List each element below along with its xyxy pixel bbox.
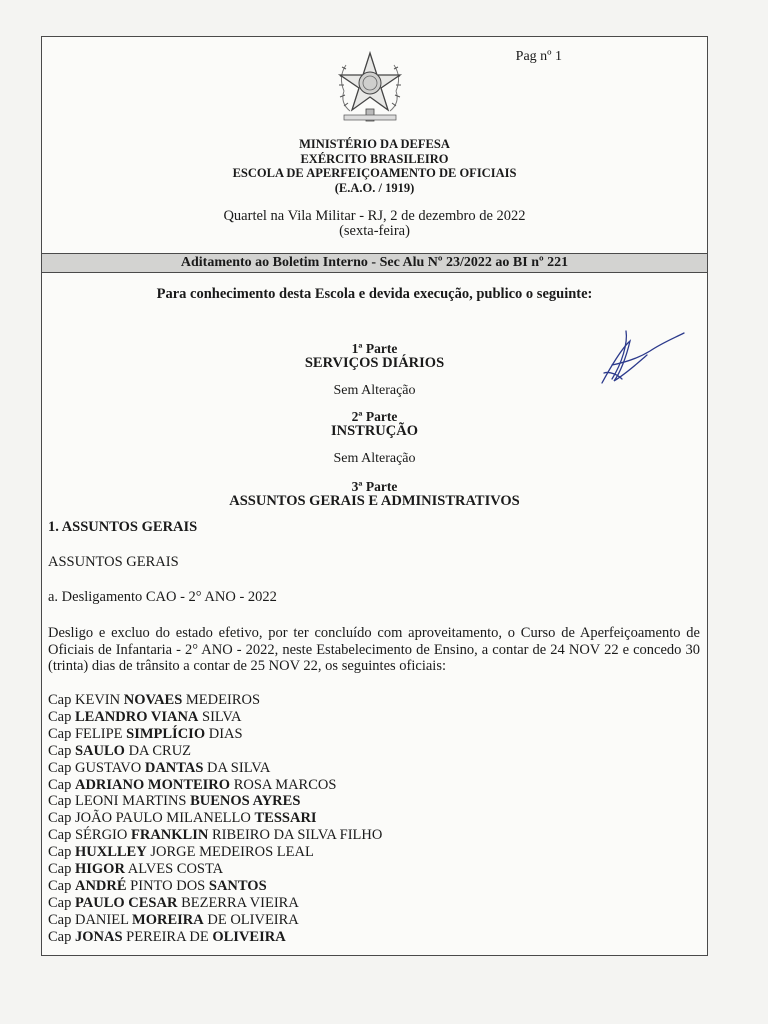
officer-name-highlight: LEANDRO VIANA <box>74 708 199 725</box>
officer-name-highlight: HUXLLEY <box>74 844 147 861</box>
officer-name-highlight: SANTOS <box>208 877 267 894</box>
officer-name-highlight: BUENOS AYRES <box>190 793 301 810</box>
officer-name-text: Cap <box>48 776 75 793</box>
officer-name-text: BEZERRA VIEIRA <box>177 894 299 911</box>
officer-list-item <box>48 878 700 895</box>
part-1 <box>42 342 707 370</box>
officer-name-text: LEONI MARTINS <box>74 793 191 810</box>
officer-name-text: DA CRUZ <box>124 742 192 759</box>
officer-name-text: GUSTAVO <box>74 759 145 776</box>
officer-list-item <box>48 844 700 861</box>
officer-name-text: PEREIRA DE <box>122 928 213 945</box>
part-3-title: ASSUNTOS GERAIS E ADMINISTRATIVOS <box>229 493 520 509</box>
bulletin-banner: Aditamento ao Boletim Interno - Sec Alu Nº 23/2022 ao BI nº 221 <box>42 253 707 273</box>
officer-name-text: Cap <box>48 894 75 911</box>
officer-list <box>48 692 700 946</box>
document-page <box>41 36 708 956</box>
institution-header <box>42 137 707 195</box>
officer-name-text: FELIPE <box>74 725 127 742</box>
officer-name-text: Cap <box>48 810 75 827</box>
officer-name-text: ALVES COSTA <box>124 861 224 878</box>
header-school: ESCOLA DE APERFEIÇOAMENTO DE OFICIAIS <box>232 166 517 180</box>
officer-name-text: Cap <box>48 793 75 810</box>
officer-list-item <box>48 912 700 929</box>
intro-line: Para conhecimento desta Escola e devida execução, publico o seguinte: <box>156 286 593 302</box>
officer-list-item <box>48 929 700 946</box>
officer-list-item <box>48 743 700 760</box>
officer-name-text: DE OLIVEIRA <box>203 911 299 928</box>
officer-name-text: PINTO DOS <box>126 877 209 894</box>
officer-list-item <box>48 861 700 878</box>
officer-name-highlight: DANTAS <box>144 759 204 776</box>
officer-name-text: Cap <box>48 877 75 894</box>
part-3-number: 3ª Parte <box>351 479 398 494</box>
part-3 <box>42 480 707 508</box>
officer-name-text: Cap <box>48 827 75 844</box>
officer-name-highlight: HIGOR <box>74 861 125 878</box>
officer-name-text: JORGE MEDEIROS LEAL <box>146 844 314 861</box>
officer-name-highlight: FRANKLIN <box>130 827 209 844</box>
officer-name-highlight: SIMPLÍCIO <box>126 725 206 742</box>
officer-name-text: DA SILVA <box>203 759 271 776</box>
officer-name-text: Cap <box>48 928 75 945</box>
officer-name-text: MEDEIROS <box>182 692 261 708</box>
officer-name-text: Cap <box>48 759 75 776</box>
officer-name-text: Cap <box>48 692 75 708</box>
officer-name-text: Cap <box>48 844 75 861</box>
header-ministry: MINISTÉRIO DA DEFESA <box>299 137 450 151</box>
subsection-title: ASSUNTOS GERAIS <box>48 554 179 570</box>
officer-name-highlight: NOVAES <box>123 692 183 708</box>
dismissal-paragraph: Desligo e excluo do estado efetivo, por ter concluído com aproveitamento, o Curso de Aperfeiçoamento de Oficiais de Infantaria - 2° ANO - 2022, neste Estabelecimento de Ensino, a contar de 24 NOV 22 e concedo 30 (trinta) dias de trânsito a contar de 25 NOV 22, os seguintes oficiais: <box>48 625 700 674</box>
item-heading: a. Desligamento CAO - 2° ANO - 2022 <box>48 589 277 605</box>
officer-list-item <box>48 760 700 777</box>
officer-name-highlight: JONAS <box>74 928 123 945</box>
officer-name-text: Cap <box>48 742 75 759</box>
page-number: Pag nº 1 <box>515 49 562 64</box>
officer-name-highlight: PAULO CESAR <box>74 894 178 911</box>
officer-name-highlight: MOREIRA <box>132 911 204 928</box>
officer-name-text: Cap <box>48 861 75 878</box>
officer-name-highlight: ADRIANO MONTEIRO <box>74 776 231 793</box>
officer-list-item <box>48 692 700 709</box>
officer-name-highlight: OLIVEIRA <box>212 928 286 945</box>
officer-name-highlight: SAULO <box>74 742 125 759</box>
officer-name-text: Cap <box>48 725 75 742</box>
officer-list-item <box>48 777 700 794</box>
part-1-title: SERVIÇOS DIÁRIOS <box>304 355 445 371</box>
part-1-number: 1ª Parte <box>351 341 398 356</box>
officer-name-text: SÉRGIO <box>74 827 131 844</box>
coat-of-arms-emblem <box>330 47 410 127</box>
officer-list-item <box>48 827 700 844</box>
place-and-date <box>42 209 707 239</box>
officer-name-text: RIBEIRO DA SILVA FILHO <box>208 827 383 844</box>
officer-list-item <box>48 726 700 743</box>
part-2-title: INSTRUÇÃO <box>330 423 418 439</box>
officer-list-item <box>48 793 700 810</box>
part-1-status: Sem Alteração <box>333 383 416 398</box>
officer-name-highlight: TESSARI <box>254 810 317 827</box>
officer-name-text: Cap <box>48 708 75 725</box>
officer-list-item <box>48 810 700 827</box>
officer-name-text: ROSA MARCOS <box>230 776 337 793</box>
weekday-line: (sexta-feira) <box>339 223 410 239</box>
officer-list-item <box>48 895 700 912</box>
officer-list-item <box>48 709 700 726</box>
officer-name-text: DANIEL <box>74 911 133 928</box>
part-2-number: 2ª Parte <box>351 409 398 424</box>
officer-name-text: JOÃO PAULO MILANELLO <box>74 810 255 827</box>
officer-name-text: KEVIN <box>74 692 124 708</box>
section-title: 1. ASSUNTOS GERAIS <box>48 519 198 535</box>
officer-name-highlight: ANDRÉ <box>74 877 127 894</box>
part-2-status: Sem Alteração <box>333 451 416 466</box>
officer-name-text: DIAS <box>205 725 243 742</box>
place-date-line: Quartel na Vila Militar - RJ, 2 de dezembro de 2022 <box>223 208 526 224</box>
officer-name-text: SILVA <box>198 708 242 725</box>
header-founding: (E.A.O. / 1919) <box>334 180 415 195</box>
officer-name-text: Cap <box>48 911 75 928</box>
part-2 <box>42 410 707 438</box>
header-army: EXÉRCITO BRASILEIRO <box>300 151 449 166</box>
